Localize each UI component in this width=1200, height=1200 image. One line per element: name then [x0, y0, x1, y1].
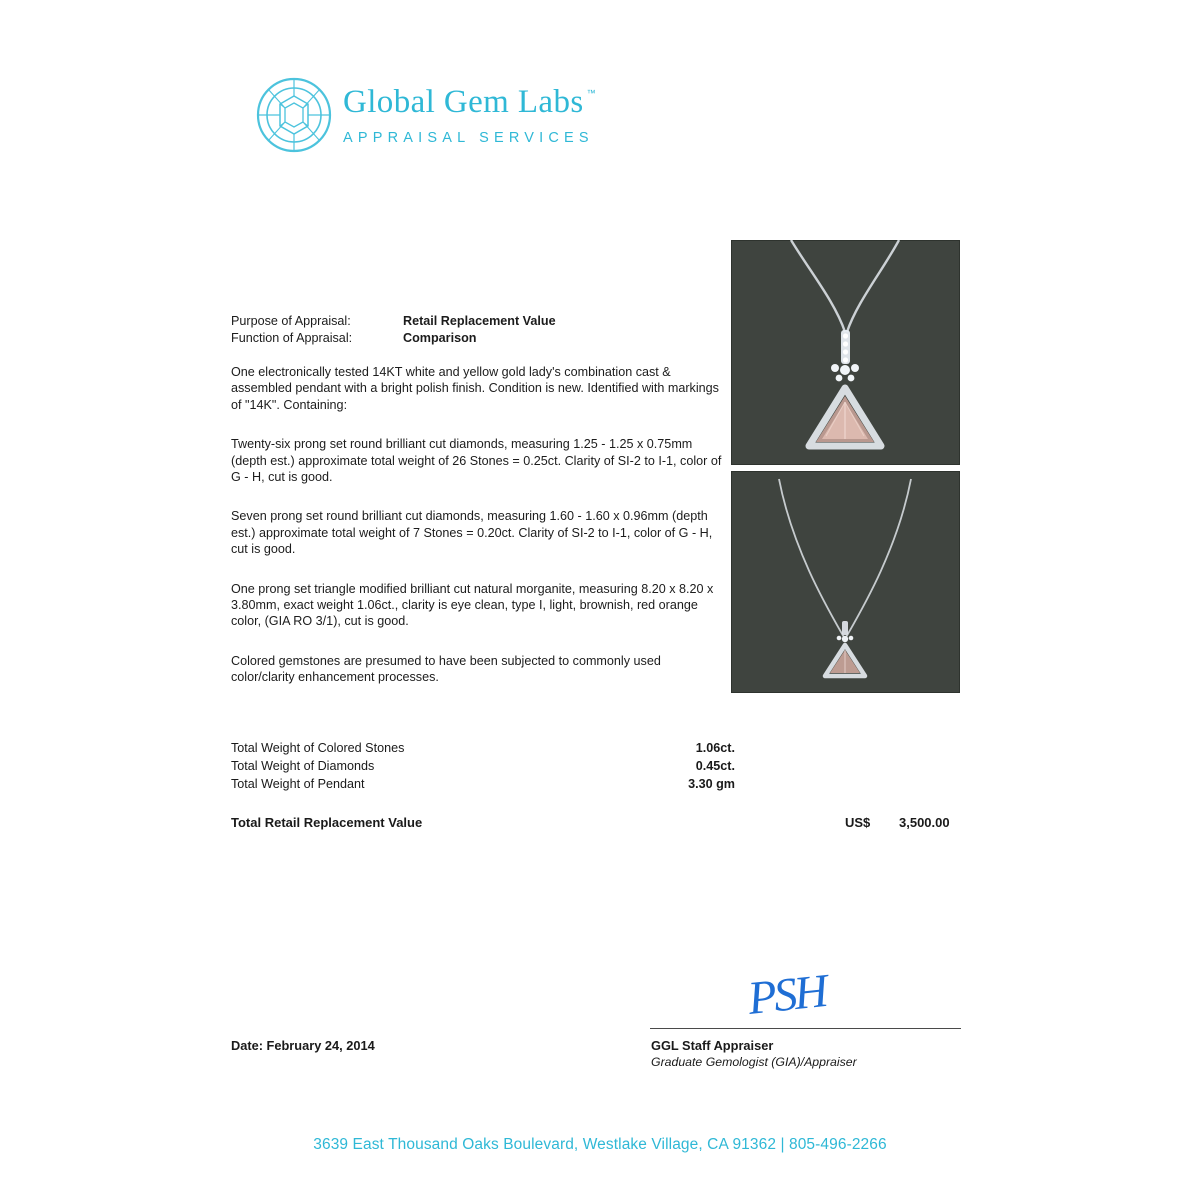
diamond-detail-1: Twenty-six prong set round brilliant cut diamonds, measuring 1.25 - 1.25 x 0.75mm (depth est.) approximate total weight of 26 Stones = 0.25ct. Clarity of SI-2 to I-1, color of G - H, cut is good. [231, 437, 722, 485]
gem-round-brilliant-icon [255, 76, 333, 154]
total-diamonds-value: 0.45ct. [695, 759, 735, 773]
signature-mark: PSH [745, 965, 828, 1025]
item-description: One electronically tested 14KT white and yellow gold lady's combination cast & assembled pendant with a bright polish finish. Condition is new. Identified with markings of "14K". Containing: [231, 365, 719, 412]
function-row [231, 330, 723, 347]
total-pendant-value: 3.30 gm [688, 777, 735, 791]
diamond-detail-2: Seven prong set round brilliant cut diamonds, measuring 1.60 - 1.60 x 0.96mm (depth est.) approximate total weight of 7 Stones = 0.20ct. Clarity of SI-2 to I-1, color of G - H, cut is good. [231, 509, 713, 557]
morganite-detail: One prong set triangle modified brilliant cut natural morganite, measuring 8.20 x 8.20 x 3.80mm, exact weight 1.06ct., clarity is eye clean, type I, light, brownish, red orange color, (GIA RO 3/1), cut is good. [231, 581, 714, 629]
total-diamonds-label: Total Weight of Diamonds [231, 759, 375, 773]
grand-total-row [231, 815, 961, 830]
pendant-closeup-photo [731, 240, 960, 465]
trademark-symbol: ™ [586, 88, 596, 98]
appraiser-title: GGL Staff Appraiser [651, 1038, 774, 1053]
company-name: Global Gem Labs [343, 84, 584, 120]
necklace-full-photo [731, 471, 960, 693]
appraisal-date: Date: February 24, 2014 [231, 1038, 375, 1053]
total-colored-stones-value: 1.06ct. [695, 741, 735, 755]
company-tagline: APPRAISAL SERVICES [343, 130, 594, 146]
logo-text [343, 72, 596, 146]
footer-address: 3639 East Thousand Oaks Boulevard, Westlake Village, CA 91362 | 805-496-2266 [313, 1136, 887, 1153]
function-label: Function of Appraisal: [231, 331, 353, 345]
signature-line [650, 1028, 961, 1029]
function-value: Comparison [403, 331, 477, 345]
table-row [231, 739, 961, 757]
enhancement-disclaimer: Colored gemstones are presumed to have been subjected to commonly used color/clarity enhancement processes. [231, 653, 661, 685]
purpose-value: Retail Replacement Value [403, 314, 556, 328]
table-row [231, 775, 961, 793]
grand-total-amount: 3,500.00 [899, 815, 950, 830]
appraiser-credentials: Graduate Gemologist (GIA)/Appraiser [651, 1055, 857, 1069]
table-row [231, 757, 961, 775]
document-header [255, 72, 596, 154]
purpose-label: Purpose of Appraisal: [231, 314, 351, 328]
appraisal-body [231, 313, 723, 686]
currency-label: US$ [845, 815, 871, 830]
total-pendant-label: Total Weight of Pendant [231, 777, 365, 791]
totals-section [231, 739, 961, 830]
purpose-row [231, 313, 723, 330]
grand-total-label: Total Retail Replacement Value [231, 815, 423, 830]
total-colored-stones-label: Total Weight of Colored Stones [231, 741, 405, 755]
